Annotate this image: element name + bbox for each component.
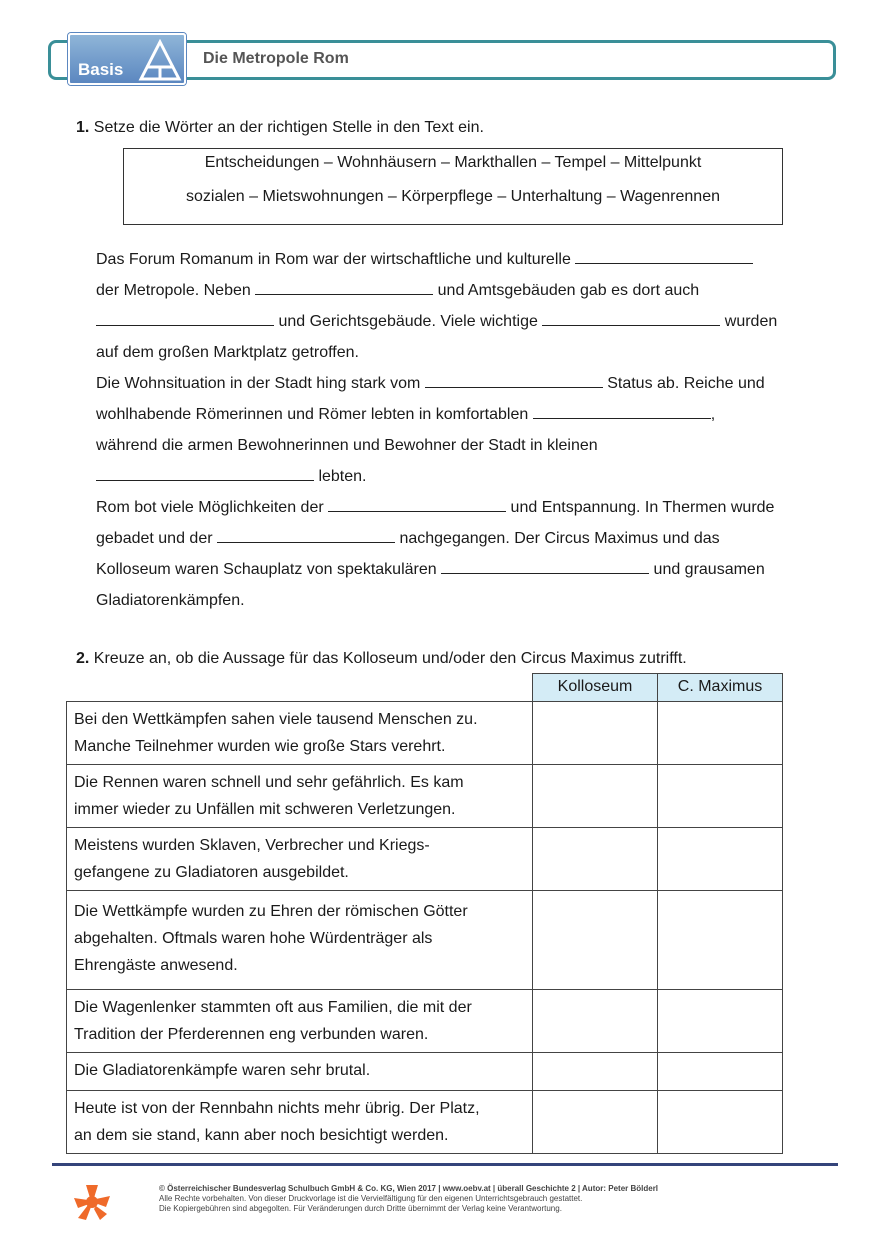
- table-corner: [67, 674, 533, 702]
- task1-number: 1.: [76, 119, 90, 136]
- task1-instruction: Setze die Wörter an der richtigen Stelle in den Text ein.: [93, 119, 484, 136]
- footer-line-1: © Österreichischer Bundesverlag Schulbuch GmbH & Co. KG, Wien 2017 | www.oebv.at | überall Geschichte 2 | Autor: Peter Bölderl: [159, 1184, 659, 1193]
- text-fragment: Kolloseum waren Schauplatz von spektakulären: [96, 561, 442, 578]
- table-row: [67, 828, 783, 891]
- statement-cell: [67, 990, 533, 1053]
- blank-field[interactable]: [217, 529, 395, 543]
- statement-cell: [67, 765, 533, 828]
- table-row: [67, 990, 783, 1053]
- text-line: [96, 559, 846, 590]
- blank-field[interactable]: [96, 467, 314, 481]
- statement-line: Heute ist von der Rennbahn nichts mehr übrig. Der Platz,: [74, 1100, 480, 1117]
- text-fragment: wohlhabende Römerinnen und Römer lebten in komfortablen: [96, 406, 533, 423]
- footer-text: [159, 1184, 658, 1214]
- column-header-circus-maximus: C. Maximus: [658, 674, 783, 702]
- footer-line-2: Alle Rechte vorbehalten. Von dieser Druckvorlage ist die Vervielfältigung für den eigenen Unterrichtsgebrauch gestattet.: [159, 1194, 583, 1203]
- blank-field[interactable]: [542, 312, 720, 326]
- word-box-row-1: Entscheidungen – Wohnhäusern – Markthallen – Tempel – Mittelpunkt: [204, 154, 702, 171]
- statement-cell: [67, 1091, 533, 1154]
- checkbox-circus-maximus[interactable]: [658, 765, 783, 828]
- statement-line: Ehrengäste anwesend.: [74, 957, 238, 974]
- text-fragment: Das Forum Romanum in Rom war der wirtschaftliche und kulturelle: [96, 251, 576, 268]
- word-box-row-2: sozialen – Mietswohnungen – Körperpflege – Unterhaltung – Wagenrennen: [186, 188, 720, 205]
- statement-cell: [67, 828, 533, 891]
- statement-line: gefangene zu Gladiatoren ausgebildet.: [74, 864, 349, 881]
- table-row: [67, 1053, 783, 1091]
- table-row: [67, 702, 783, 765]
- checkbox-circus-maximus[interactable]: [658, 990, 783, 1053]
- text-fragment: während die armen Bewohnerinnen und Bewohner der Stadt in kleinen: [96, 437, 598, 454]
- statement-cell: [67, 891, 533, 990]
- basis-badge: [68, 33, 186, 85]
- blank-field[interactable]: [255, 281, 433, 295]
- statement-line: abgehalten. Oftmals waren hohe Würdenträger als: [74, 930, 433, 947]
- text-fragment: und grausamen: [649, 561, 765, 578]
- cloze-text: [96, 249, 846, 621]
- table-row: [67, 765, 783, 828]
- statement-line: Die Rennen waren schnell und sehr gefährlich. Es kam: [74, 774, 464, 791]
- footer-divider: [52, 1163, 838, 1166]
- task2-instruction: Kreuze an, ob die Aussage für das Kolloseum und/oder den Circus Maximus zutrifft.: [93, 650, 687, 667]
- checkbox-kolloseum[interactable]: [533, 990, 658, 1053]
- blank-field[interactable]: [96, 312, 274, 326]
- oebv-logo-icon: [72, 1182, 112, 1222]
- text-line: [96, 280, 846, 311]
- blank-field[interactable]: [441, 560, 649, 574]
- text-line: [96, 311, 846, 342]
- text-fragment: und Gerichtsgebäude. Viele wichtige: [274, 313, 543, 330]
- checkbox-circus-maximus[interactable]: [658, 1053, 783, 1091]
- checkbox-circus-maximus[interactable]: [658, 1091, 783, 1154]
- text-line: [96, 435, 846, 466]
- text-line: [96, 342, 846, 373]
- badge-label: Basis: [78, 60, 124, 79]
- column-header-kolloseum: Kolloseum: [533, 674, 658, 702]
- statement-line: Die Wagenlenker stammten oft aus Familien, die mit der: [74, 999, 472, 1016]
- task2-heading: [76, 649, 687, 669]
- text-fragment: gebadet und der: [96, 530, 217, 547]
- table-row: [67, 1091, 783, 1154]
- text-fragment: der Metropole. Neben: [96, 282, 256, 299]
- text-line: [96, 497, 846, 528]
- text-fragment: lebten.: [314, 468, 367, 485]
- checkbox-kolloseum[interactable]: [533, 1053, 658, 1091]
- text-line: [96, 249, 846, 280]
- footer-line-3: Die Kopiergebühren sind abgegolten. Für Veränderungen durch Dritte übernimmt der Verlag keine Verantwortung.: [159, 1204, 562, 1213]
- blank-field[interactable]: [575, 250, 753, 264]
- checkbox-kolloseum[interactable]: [533, 891, 658, 990]
- checkbox-circus-maximus[interactable]: [658, 891, 783, 990]
- statement-line: an dem sie stand, kann aber noch besichtigt werden.: [74, 1127, 449, 1144]
- text-fragment: und Amtsgebäuden gab es dort auch: [433, 282, 700, 299]
- text-fragment: auf dem großen Marktplatz getroffen.: [96, 344, 359, 361]
- text-fragment: und Entspannung. In Thermen wurde: [506, 499, 775, 516]
- statement-table: [66, 673, 783, 1154]
- text-fragment: Rom bot viele Möglichkeiten der: [96, 499, 329, 516]
- statement-line: immer wieder zu Unfällen mit schweren Verletzungen.: [74, 801, 456, 818]
- pyramid-icon: [138, 39, 182, 83]
- checkbox-circus-maximus[interactable]: [658, 828, 783, 891]
- text-fragment: wurden: [720, 313, 778, 330]
- table-row: [67, 891, 783, 990]
- page-title: Die Metropole Rom: [203, 50, 349, 67]
- text-fragment: nachgegangen. Der Circus Maximus und das: [395, 530, 720, 547]
- statement-line: Meistens wurden Sklaven, Verbrecher und Kriegs-: [74, 837, 430, 854]
- text-line: [96, 528, 846, 559]
- text-line: [96, 590, 846, 621]
- checkbox-kolloseum[interactable]: [533, 828, 658, 891]
- blank-field[interactable]: [533, 405, 711, 419]
- checkbox-circus-maximus[interactable]: [658, 702, 783, 765]
- checkbox-kolloseum[interactable]: [533, 765, 658, 828]
- text-fragment: Die Wohnsituation in der Stadt hing stark vom: [96, 375, 425, 392]
- statement-line: Tradition der Pferderennen eng verbunden waren.: [74, 1026, 429, 1043]
- text-fragment: ,: [710, 406, 716, 423]
- text-line: [96, 404, 846, 435]
- text-line: [96, 373, 846, 404]
- statement-line: Die Gladiatorenkämpfe waren sehr brutal.: [74, 1062, 371, 1079]
- checkbox-kolloseum[interactable]: [533, 1091, 658, 1154]
- table-header-row: [67, 674, 783, 702]
- task1-heading: [76, 118, 484, 138]
- blank-field[interactable]: [425, 374, 603, 388]
- text-fragment: Status ab. Reiche und: [602, 375, 765, 392]
- word-box: [123, 148, 783, 225]
- text-fragment: Gladiatorenkämpfen.: [96, 592, 245, 609]
- task2-number: 2.: [76, 650, 90, 667]
- text-line: [96, 466, 846, 497]
- checkbox-kolloseum[interactable]: [533, 702, 658, 765]
- statement-line: Bei den Wettkämpfen sahen viele tausend Menschen zu.: [74, 711, 478, 728]
- statement-line: Die Wettkämpfe wurden zu Ehren der römischen Götter: [74, 903, 468, 920]
- blank-field[interactable]: [328, 498, 506, 512]
- statement-line: Manche Teilnehmer wurden wie große Stars verehrt.: [74, 738, 446, 755]
- statement-cell: [67, 1053, 533, 1091]
- statement-cell: [67, 702, 533, 765]
